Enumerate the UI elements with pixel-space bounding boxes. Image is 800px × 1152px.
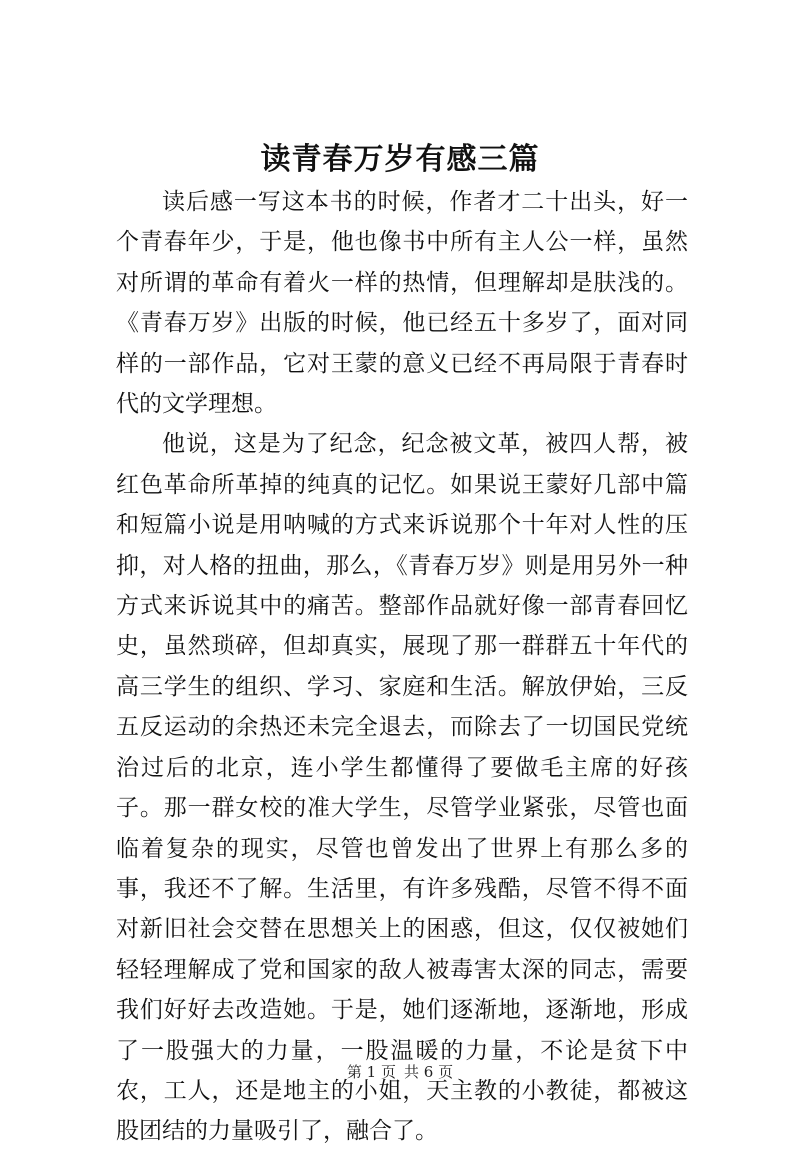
page-number: 第 1 页 (346, 1063, 396, 1081)
document-body (116, 182, 688, 1152)
document-title: 读青春万岁有感三篇 (260, 142, 540, 177)
page-total: 共 6 页 (404, 1063, 454, 1081)
paragraph-1: 读后感一写这本书的时候，作者才二十出头，好一个青春年少，于是，他也像书中所有主人公一样，虽然对所谓的革命有着火一样的热情，但理解却是肤浅的。《青春万岁》出版的时候，他已经五十多岁了，面对同样的一部作品，它对王蒙的意义已经不再局限于青春时代的文学理想。 (116, 189, 688, 418)
paragraph-2: 他说，这是为了纪念，纪念被文革，被四人帮，被红色革命所革掉的纯真的记忆。如果说王蒙好几部中篇和短篇小说是用呐喊的方式来诉说那个十年对人性的压抑，对人格的扭曲，那么，《青春万岁》则是用另外一种方式来诉说其中的痛苦。整部作品就好像一部青春回忆史，虽然琐碎，但却真实，展现了那一群群五十年代的高三学生的组织、学习、家庭和生活。解放伊始，三反五反运动的余热还未完全退去，而除去了一切国民党统治过后的北京，连小学生都懂得了要做毛主席的好孩子。那一群女校的准大学生，尽管学业紧张，尽管也面临着复杂的现实，尽管也曾发出了世界上有那么多的事，我还不了解。生活里，有许多残酷，尽管不得不面对新旧社会交替在思想关上的困惑，但这，仅仅被她们轻轻理解成了党和国家的敌人被毒害太深的同志，需要我们好好去改造她。于是，她们逐渐地，逐渐地，形成了一股强大的力量，一股温暖的力量，不论是贫下中农，工人，还是地主的小姐，天主教的小教徒，都被这股团结的力量吸引了，融合了。 (116, 431, 688, 1145)
page-footer (0, 1062, 800, 1082)
